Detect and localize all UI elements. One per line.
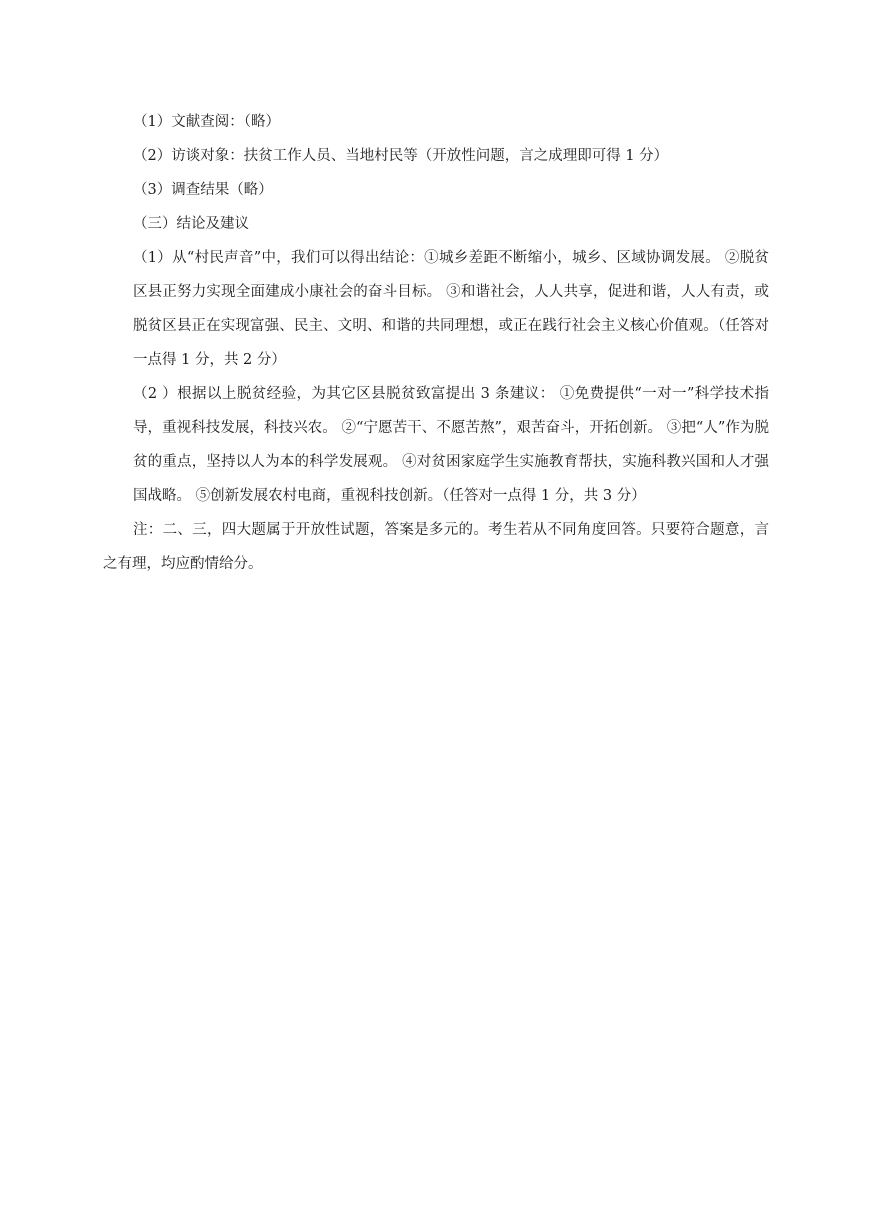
- section-heading-conclusions: （三）结论及建议: [133, 216, 249, 232]
- suggestions-paragraph: （2 ）根据以上脱贫经验，为其它区县脱贫致富提出 3 条建议： ①免费提供“一对一”科学技术指导，重视科技发展，科技兴农。 ②“宁愿苦干、不愿苦熬”，艰苦奋斗，开拓创新。 ③把“人”作为脱贫的重点，坚持以人为本的科学发展观。 ④对贫困家庭学生实施教育帮扶，实施科教兴国和人才强国战略。 ⑤创新发展农村电商，重视科技创新。（任答对一点得 1 分，共 3 分）: [133, 386, 769, 504]
- item-interview-subjects: （2）访谈对象：扶贫工作人员、当地村民等（开放性问题，言之成理即可得 1 分）: [133, 148, 669, 164]
- item-literature-review: （1）文献查阅：（略）: [133, 114, 280, 130]
- grading-note: 注：二、三，四大题属于开放性试题，答案是多元的。考生若从不同角度回答。只要符合题意，言之有理，均应酌情给分。: [103, 522, 769, 572]
- item-survey-results: （3）调查结果（略）: [133, 182, 273, 198]
- conclusion-paragraph: （1）从“村民声音”中，我们可以得出结论：①城乡差距不断缩小，城乡、区域协调发展。 ②脱贫区县正努力实现全面建成小康社会的奋斗目标。 ③和谐社会，人人共享，促进和谐，人人有责，或脱贫区县正在实现富强、民主、文明、和谐的共同理想，或正在践行社会主义核心价值观。（任答对一点得 1 分，共 2 分）: [133, 250, 769, 368]
- answer-section: [103, 105, 769, 581]
